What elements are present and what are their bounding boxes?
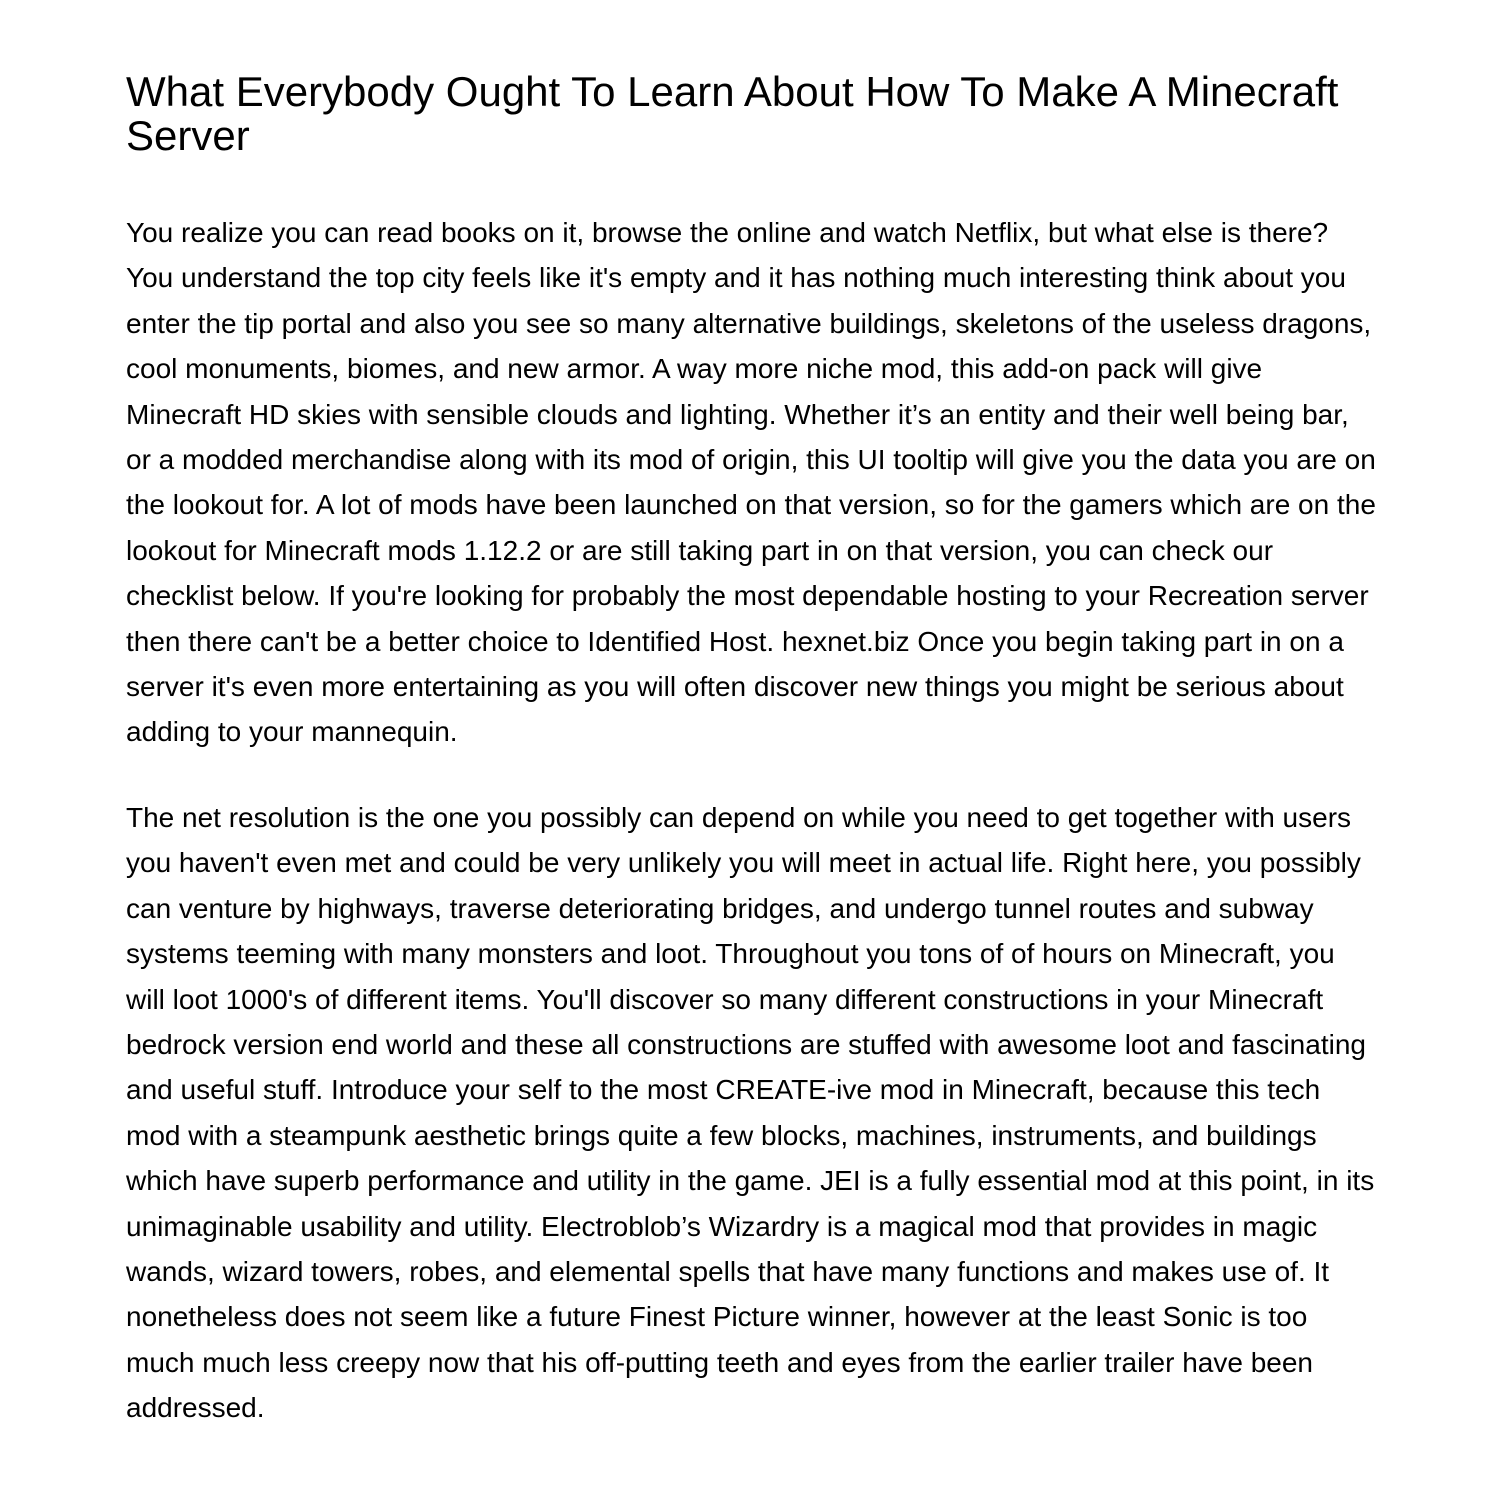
body-paragraph-2: The net resolution is the one you possibly can depend on while you need to get together with users you haven't even met and could be very unlikely you will meet in actual life. Right here, you possibly can venture by highways, traverse deteriorating bridges, and undergo tunnel routes and subway systems teeming with many monsters and loot. Throughout you tons of of hours on Minecraft, you will loot 1000's of different items. You'll discover so many different constructions in your Minecraft bedrock version end world and these all constructions are stuffed with awesome loot and fascinating and useful stuff. Introduce your self to the most CREATE-ive mod in Minecraft, because this tech mod with a steampunk aesthetic brings quite a few blocks, machines, instruments, and buildings which have superb performance and utility in the game. JEI is a fully essential mod at this point, in its unimaginable usability and utility. Electroblob’s Wizardry is a magical mod that provides in magic wands, wizard towers, robes, and elemental spells that have many functions and makes use of. It nonetheless does not seem like a future Finest Picture winner, however at the least Sonic is too much much less creepy now that his off-putting teeth and eyes from the earlier trailer have been addressed. — [126, 801, 1375, 1424]
document-title: What Everybody Ought To Learn About How To Make A Minecraft Server — [126, 68, 1339, 159]
body-paragraph-1: You realize you can read books on it, browse the online and watch Netflix, but what else is there? You understand the top city feels like it's empty and it has nothing much interesting think about you enter the tip portal and also you see so many alternative buildings, skeletons of the useless dragons, cool monuments, biomes, and new armor. A way more niche mod, this add-on pack will give Minecraft HD skies with sensible clouds and lighting. Whether it’s an entity and their well being bar, or a modded merchandise along with its mod of origin, this UI tooltip will give you the data you are on the lookout for. A lot of mods have been launched on that version, so for the gamers which are on the lookout for Minecraft mods 1.12.2 or are still taking part in on that version, you can check our checklist below. If you're looking for probably the most dependable hosting to your Recreation server then there can't be a better choice to Identified Host. hexnet.biz Once you begin taking part in on a server it's even more entertaining as you will often discover new things you might be serious about adding to your mannequin. — [126, 217, 1376, 748]
document-page — [126, 70, 1376, 1431]
